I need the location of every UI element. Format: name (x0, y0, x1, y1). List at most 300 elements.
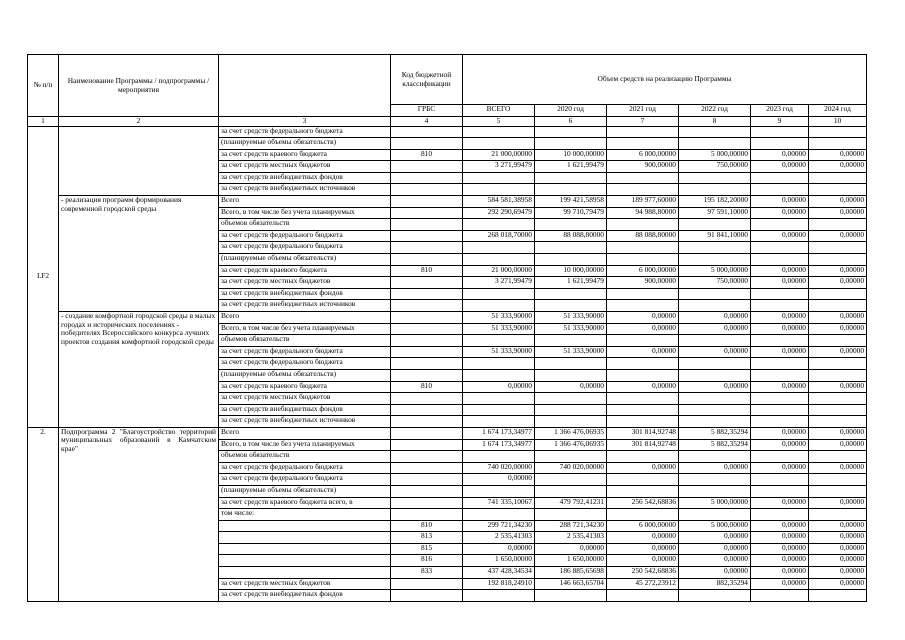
amount-cell (535, 509, 607, 521)
amount-cell: 3 271,99479 (463, 277, 535, 289)
program-name-cell: - реализация программ формирования современной городской среды (59, 196, 219, 312)
funding-source-cell: за счет средств федерального бюджета (219, 230, 391, 242)
amount-cell: 0,00000 (679, 323, 751, 335)
grbs-code-cell (391, 230, 463, 242)
amount-cell (751, 451, 809, 463)
amount-cell: 6 000,00000 (607, 265, 679, 277)
header-year-2021: 2021 год (607, 105, 679, 117)
amount-cell (809, 416, 867, 428)
amount-cell (751, 485, 809, 497)
amount-cell (679, 474, 751, 486)
amount-cell: 479 792,41231 (535, 497, 607, 509)
amount-cell: 5 000,00000 (679, 149, 751, 161)
column-number: 5 (463, 117, 535, 127)
amount-cell (809, 369, 867, 381)
amount-cell: 0,00000 (535, 381, 607, 393)
amount-cell: 750,00000 (679, 277, 751, 289)
amount-cell: 0,00000 (809, 427, 867, 439)
amount-cell (679, 335, 751, 347)
amount-cell: 94 988,80000 (607, 207, 679, 219)
amount-cell (463, 335, 535, 347)
amount-cell: 0,00000 (607, 532, 679, 544)
amount-cell (463, 300, 535, 312)
funding-source-cell: за счет средств федерального бюджета (219, 126, 391, 138)
grbs-code-cell (391, 346, 463, 358)
amount-cell: 0,00000 (751, 532, 809, 544)
amount-cell (809, 451, 867, 463)
amount-cell: 288 721,34230 (535, 520, 607, 532)
amount-cell: 0,00000 (809, 196, 867, 208)
amount-cell (751, 138, 809, 150)
amount-cell: 199 421,58958 (535, 196, 607, 208)
amount-cell: 88 088,80000 (535, 230, 607, 242)
amount-cell (463, 219, 535, 231)
amount-cell (607, 474, 679, 486)
amount-cell (535, 184, 607, 196)
amount-cell (679, 184, 751, 196)
amount-cell (607, 300, 679, 312)
amount-cell (607, 369, 679, 381)
funding-source-cell: за счет средств внебюджетных фондов (219, 288, 391, 300)
grbs-code-cell (391, 439, 463, 451)
amount-cell (679, 172, 751, 184)
row-number-cell: I.F2 (28, 126, 59, 427)
amount-cell (463, 485, 535, 497)
amount-cell: 6 000,00000 (607, 149, 679, 161)
amount-cell (679, 590, 751, 602)
amount-cell: 0,00000 (809, 265, 867, 277)
amount-cell: 0,00000 (679, 462, 751, 474)
funding-source-cell: за счет средств федерального бюджета (219, 474, 391, 486)
column-number: 1 (28, 117, 59, 127)
amount-cell: 5 000,00000 (679, 497, 751, 509)
amount-cell: 301 814,92748 (607, 427, 679, 439)
grbs-code-cell (391, 416, 463, 428)
amount-cell (607, 172, 679, 184)
amount-cell: 5 000,00000 (679, 265, 751, 277)
amount-cell (809, 288, 867, 300)
grbs-code-cell (391, 497, 463, 509)
amount-cell: 0,00000 (751, 346, 809, 358)
amount-cell (607, 138, 679, 150)
amount-cell: 1 674 173,34977 (463, 439, 535, 451)
amount-cell: 0,00000 (809, 312, 867, 324)
funding-source-cell: объемов обязательств (219, 219, 391, 231)
funding-source-cell: (планируемые объемы обязательств) (219, 485, 391, 497)
funding-source-cell (219, 543, 391, 555)
amount-cell (751, 416, 809, 428)
funding-source-cell (219, 555, 391, 567)
amount-cell (535, 404, 607, 416)
amount-cell: 6 000,00000 (607, 520, 679, 532)
amount-cell: 1 621,99479 (535, 277, 607, 289)
funding-source-cell: за счет средств местных бюджетов (219, 277, 391, 289)
amount-cell (809, 393, 867, 405)
amount-cell (679, 416, 751, 428)
amount-cell: 0,00000 (679, 346, 751, 358)
amount-cell (809, 184, 867, 196)
amount-cell: 0,00000 (751, 196, 809, 208)
amount-cell: 0,00000 (751, 578, 809, 590)
amount-cell (463, 254, 535, 266)
funding-source-cell (219, 567, 391, 579)
funding-source-cell: за счет средств внебюджетных фондов (219, 404, 391, 416)
header-grbs: ГРБС (391, 105, 463, 117)
funding-source-cell: за счет средств местных бюджетов (219, 393, 391, 405)
amount-cell (463, 172, 535, 184)
amount-cell (607, 509, 679, 521)
amount-cell: 2 535,41303 (463, 532, 535, 544)
column-number: 4 (391, 117, 463, 127)
amount-cell: 0,00000 (751, 161, 809, 173)
amount-cell: 189 977,60000 (607, 196, 679, 208)
funding-source-cell: том числе: (219, 509, 391, 521)
grbs-code-cell (391, 474, 463, 486)
funding-source-cell: (планируемые объемы обязательств) (219, 138, 391, 150)
grbs-code-cell (391, 288, 463, 300)
amount-cell: 0,00000 (607, 312, 679, 324)
grbs-code-cell (391, 277, 463, 289)
funding-source-cell (219, 532, 391, 544)
grbs-code-cell (391, 358, 463, 370)
funding-source-cell: за счет средств краевого бюджета (219, 265, 391, 277)
program-name-cell (59, 126, 219, 196)
funding-source-cell: за счет средств местных бюджетов (219, 578, 391, 590)
amount-cell (809, 242, 867, 254)
amount-cell: 0,00000 (751, 555, 809, 567)
amount-cell (607, 393, 679, 405)
grbs-code-cell (391, 161, 463, 173)
amount-cell (679, 300, 751, 312)
amount-cell (679, 369, 751, 381)
grbs-code-cell (391, 485, 463, 497)
amount-cell: 0,00000 (751, 323, 809, 335)
amount-cell: 51 333,90000 (535, 323, 607, 335)
amount-cell: 0,00000 (463, 474, 535, 486)
amount-cell (809, 219, 867, 231)
amount-cell: 186 885,65698 (535, 567, 607, 579)
amount-cell (679, 404, 751, 416)
amount-cell (463, 288, 535, 300)
amount-cell: 0,00000 (607, 346, 679, 358)
amount-cell: 2 535,41303 (535, 532, 607, 544)
column-number: 3 (219, 117, 391, 127)
amount-cell: 0,00000 (679, 567, 751, 579)
funding-source-cell: за счет средств федерального бюджета (219, 346, 391, 358)
amount-cell (679, 219, 751, 231)
amount-cell: 0,00000 (751, 207, 809, 219)
table-row (28, 196, 867, 208)
header-year-2024: 2024 год (809, 105, 867, 117)
amount-cell (809, 172, 867, 184)
column-number: 7 (607, 117, 679, 127)
amount-cell (679, 358, 751, 370)
amount-cell: 740 020,00000 (535, 462, 607, 474)
header-volume: Объем средств на реализацию Программы (463, 55, 867, 105)
grbs-code-cell (391, 242, 463, 254)
amount-cell: 99 710,79479 (535, 207, 607, 219)
header-num: № п/п (28, 55, 59, 117)
header-total: ВСЕГО (463, 105, 535, 117)
amount-cell (607, 288, 679, 300)
funding-source-cell: (планируемые объемы обязательств) (219, 369, 391, 381)
amount-cell: 1 674 173,34977 (463, 427, 535, 439)
amount-cell: 0,00000 (463, 543, 535, 555)
amount-cell (809, 590, 867, 602)
amount-cell: 0,00000 (679, 532, 751, 544)
amount-cell: 1 366 476,06935 (535, 439, 607, 451)
amount-cell (809, 126, 867, 138)
program-name-cell: Подпрограмма 2 "Благоустройство территорий муниципальных образований в Камчатском крае" (59, 427, 219, 601)
column-number: 2 (59, 117, 219, 127)
amount-cell: 10 000,00000 (535, 265, 607, 277)
amount-cell: 146 663,65704 (535, 578, 607, 590)
amount-cell: 0,00000 (809, 149, 867, 161)
amount-cell: 91 841,10000 (679, 230, 751, 242)
amount-cell (751, 172, 809, 184)
amount-cell (607, 126, 679, 138)
grbs-code-cell: 816 (391, 555, 463, 567)
amount-cell (463, 242, 535, 254)
amount-cell (607, 184, 679, 196)
grbs-code-cell (391, 126, 463, 138)
funding-source-cell: за счет средств краевого бюджета (219, 149, 391, 161)
amount-cell (679, 485, 751, 497)
amount-cell (535, 369, 607, 381)
amount-cell (607, 485, 679, 497)
amount-cell (809, 254, 867, 266)
header-kbk: Код бюджетной классификации (391, 55, 463, 105)
amount-cell (751, 358, 809, 370)
funding-source-cell: за счет средств внебюджетных источников (219, 416, 391, 428)
amount-cell: 0,00000 (607, 381, 679, 393)
grbs-code-cell (391, 219, 463, 231)
amount-cell (751, 509, 809, 521)
amount-cell: 750,00000 (679, 161, 751, 173)
amount-cell (607, 335, 679, 347)
amount-cell (463, 138, 535, 150)
funding-source-cell: за счет средств внебюджетных фондов (219, 590, 391, 602)
amount-cell (607, 404, 679, 416)
amount-cell (751, 404, 809, 416)
grbs-code-cell: 810 (391, 381, 463, 393)
column-number: 6 (535, 117, 607, 127)
amount-cell: 292 290,69479 (463, 207, 535, 219)
grbs-code-cell (391, 184, 463, 196)
amount-cell: 3 271,99479 (463, 161, 535, 173)
amount-cell: 0,00000 (809, 277, 867, 289)
amount-cell (463, 358, 535, 370)
amount-cell: 256 542,68836 (607, 497, 679, 509)
amount-cell (463, 126, 535, 138)
amount-cell (607, 416, 679, 428)
amount-cell (809, 358, 867, 370)
amount-cell: 0,00000 (809, 578, 867, 590)
amount-cell: 0,00000 (751, 567, 809, 579)
amount-cell: 882,35294 (679, 578, 751, 590)
amount-cell: 0,00000 (809, 555, 867, 567)
amount-cell: 5 882,35294 (679, 427, 751, 439)
amount-cell: 0,00000 (679, 555, 751, 567)
amount-cell: 0,00000 (751, 497, 809, 509)
amount-cell (535, 254, 607, 266)
funding-source-cell: за счет средств краевого бюджета (219, 381, 391, 393)
grbs-code-cell (391, 172, 463, 184)
amount-cell: 1 621,99479 (535, 161, 607, 173)
amount-cell: 0,00000 (751, 265, 809, 277)
amount-cell (679, 288, 751, 300)
amount-cell (463, 509, 535, 521)
funding-source-cell: (планируемые объемы обязательств) (219, 254, 391, 266)
amount-cell: 1 650,00000 (535, 555, 607, 567)
funding-source-cell: за счет средств внебюджетных источников (219, 184, 391, 196)
amount-cell (809, 474, 867, 486)
table-row (28, 312, 867, 324)
amount-cell: 0,00000 (809, 346, 867, 358)
amount-cell (809, 509, 867, 521)
amount-cell (607, 451, 679, 463)
funding-source-cell: за счет средств федерального бюджета (219, 462, 391, 474)
amount-cell: 5 000,00000 (679, 520, 751, 532)
amount-cell (751, 219, 809, 231)
table-row (28, 126, 867, 138)
amount-cell: 0,00000 (809, 520, 867, 532)
amount-cell (463, 184, 535, 196)
amount-cell (535, 485, 607, 497)
column-number: 8 (679, 117, 751, 127)
funding-source-cell: за счет средств федерального бюджета (219, 242, 391, 254)
amount-cell (809, 300, 867, 312)
amount-cell: 0,00000 (809, 323, 867, 335)
amount-cell: 10 000,00000 (535, 149, 607, 161)
grbs-code-cell: 813 (391, 532, 463, 544)
amount-cell (679, 451, 751, 463)
amount-cell: 0,00000 (809, 439, 867, 451)
grbs-code-cell (391, 323, 463, 335)
amount-cell (463, 416, 535, 428)
amount-cell (535, 138, 607, 150)
amount-cell (751, 300, 809, 312)
amount-cell: 0,00000 (751, 462, 809, 474)
amount-cell: 0,00000 (463, 381, 535, 393)
header-name: Наименование Программы / подпрограммы / мероприятия (59, 55, 219, 117)
amount-cell (679, 254, 751, 266)
funding-source-cell: Всего (219, 427, 391, 439)
grbs-code-cell: 833 (391, 567, 463, 579)
funding-source-cell: за счет средств краевого бюджета всего, в (219, 497, 391, 509)
header-year-2020: 2020 год (535, 105, 607, 117)
row-number-cell: 2. (28, 427, 59, 601)
amount-cell: 0,00000 (679, 381, 751, 393)
amount-cell (607, 254, 679, 266)
amount-cell (809, 485, 867, 497)
grbs-code-cell (391, 578, 463, 590)
amount-cell (751, 288, 809, 300)
amount-cell (535, 474, 607, 486)
amount-cell (751, 369, 809, 381)
amount-cell: 0,00000 (809, 532, 867, 544)
amount-cell: 900,00000 (607, 277, 679, 289)
amount-cell: 0,00000 (751, 277, 809, 289)
amount-cell (535, 172, 607, 184)
funding-source-cell: объемов обязательств (219, 451, 391, 463)
amount-cell: 45 272,23912 (607, 578, 679, 590)
amount-cell: 900,00000 (607, 161, 679, 173)
amount-cell: 0,00000 (607, 555, 679, 567)
amount-cell: 192 818,24910 (463, 578, 535, 590)
funding-source-cell: Всего (219, 196, 391, 208)
amount-cell (535, 416, 607, 428)
amount-cell (607, 590, 679, 602)
funding-source-cell (219, 520, 391, 532)
amount-cell (535, 288, 607, 300)
amount-cell: 437 428,34534 (463, 567, 535, 579)
amount-cell: 0,00000 (809, 207, 867, 219)
amount-cell: 195 182,20000 (679, 196, 751, 208)
amount-cell (607, 242, 679, 254)
amount-cell (535, 590, 607, 602)
amount-cell: 740 020,00000 (463, 462, 535, 474)
amount-cell: 0,00000 (751, 427, 809, 439)
header-empty (219, 55, 391, 117)
amount-cell (535, 242, 607, 254)
grbs-code-cell: 810 (391, 265, 463, 277)
amount-cell: 0,00000 (679, 543, 751, 555)
amount-cell (679, 242, 751, 254)
amount-cell: 51 333,90000 (463, 346, 535, 358)
amount-cell: 0,00000 (607, 543, 679, 555)
amount-cell (809, 138, 867, 150)
program-funding-table (27, 54, 867, 602)
column-number: 10 (809, 117, 867, 127)
amount-cell (535, 451, 607, 463)
amount-cell: 0,00000 (607, 323, 679, 335)
grbs-code-cell (391, 312, 463, 324)
amount-cell (463, 451, 535, 463)
amount-cell: 0,00000 (751, 381, 809, 393)
funding-source-cell: за счет средств внебюджетных фондов (219, 172, 391, 184)
grbs-code-cell (391, 427, 463, 439)
amount-cell: 1 650,00000 (463, 555, 535, 567)
grbs-code-cell (391, 335, 463, 347)
amount-cell (751, 590, 809, 602)
grbs-code-cell (391, 462, 463, 474)
grbs-code-cell (391, 369, 463, 381)
grbs-code-cell (391, 590, 463, 602)
grbs-code-cell: 810 (391, 149, 463, 161)
amount-cell: 51 333,90000 (535, 312, 607, 324)
amount-cell (751, 474, 809, 486)
amount-cell (535, 300, 607, 312)
amount-cell: 0,00000 (751, 312, 809, 324)
amount-cell: 0,00000 (751, 439, 809, 451)
amount-cell (751, 393, 809, 405)
amount-cell: 0,00000 (679, 312, 751, 324)
amount-cell: 1 366 476,06935 (535, 427, 607, 439)
amount-cell: 741 335,10067 (463, 497, 535, 509)
grbs-code-cell (391, 196, 463, 208)
header-year-2023: 2023 год (751, 105, 809, 117)
grbs-code-cell (391, 404, 463, 416)
amount-cell: 0,00000 (607, 462, 679, 474)
amount-cell (809, 335, 867, 347)
amount-cell: 0,00000 (751, 230, 809, 242)
funding-source-cell: объемов обязательств (219, 335, 391, 347)
amount-cell (535, 393, 607, 405)
amount-cell: 51 333,90000 (463, 323, 535, 335)
amount-cell: 0,00000 (809, 462, 867, 474)
header-year-2022: 2022 год (679, 105, 751, 117)
